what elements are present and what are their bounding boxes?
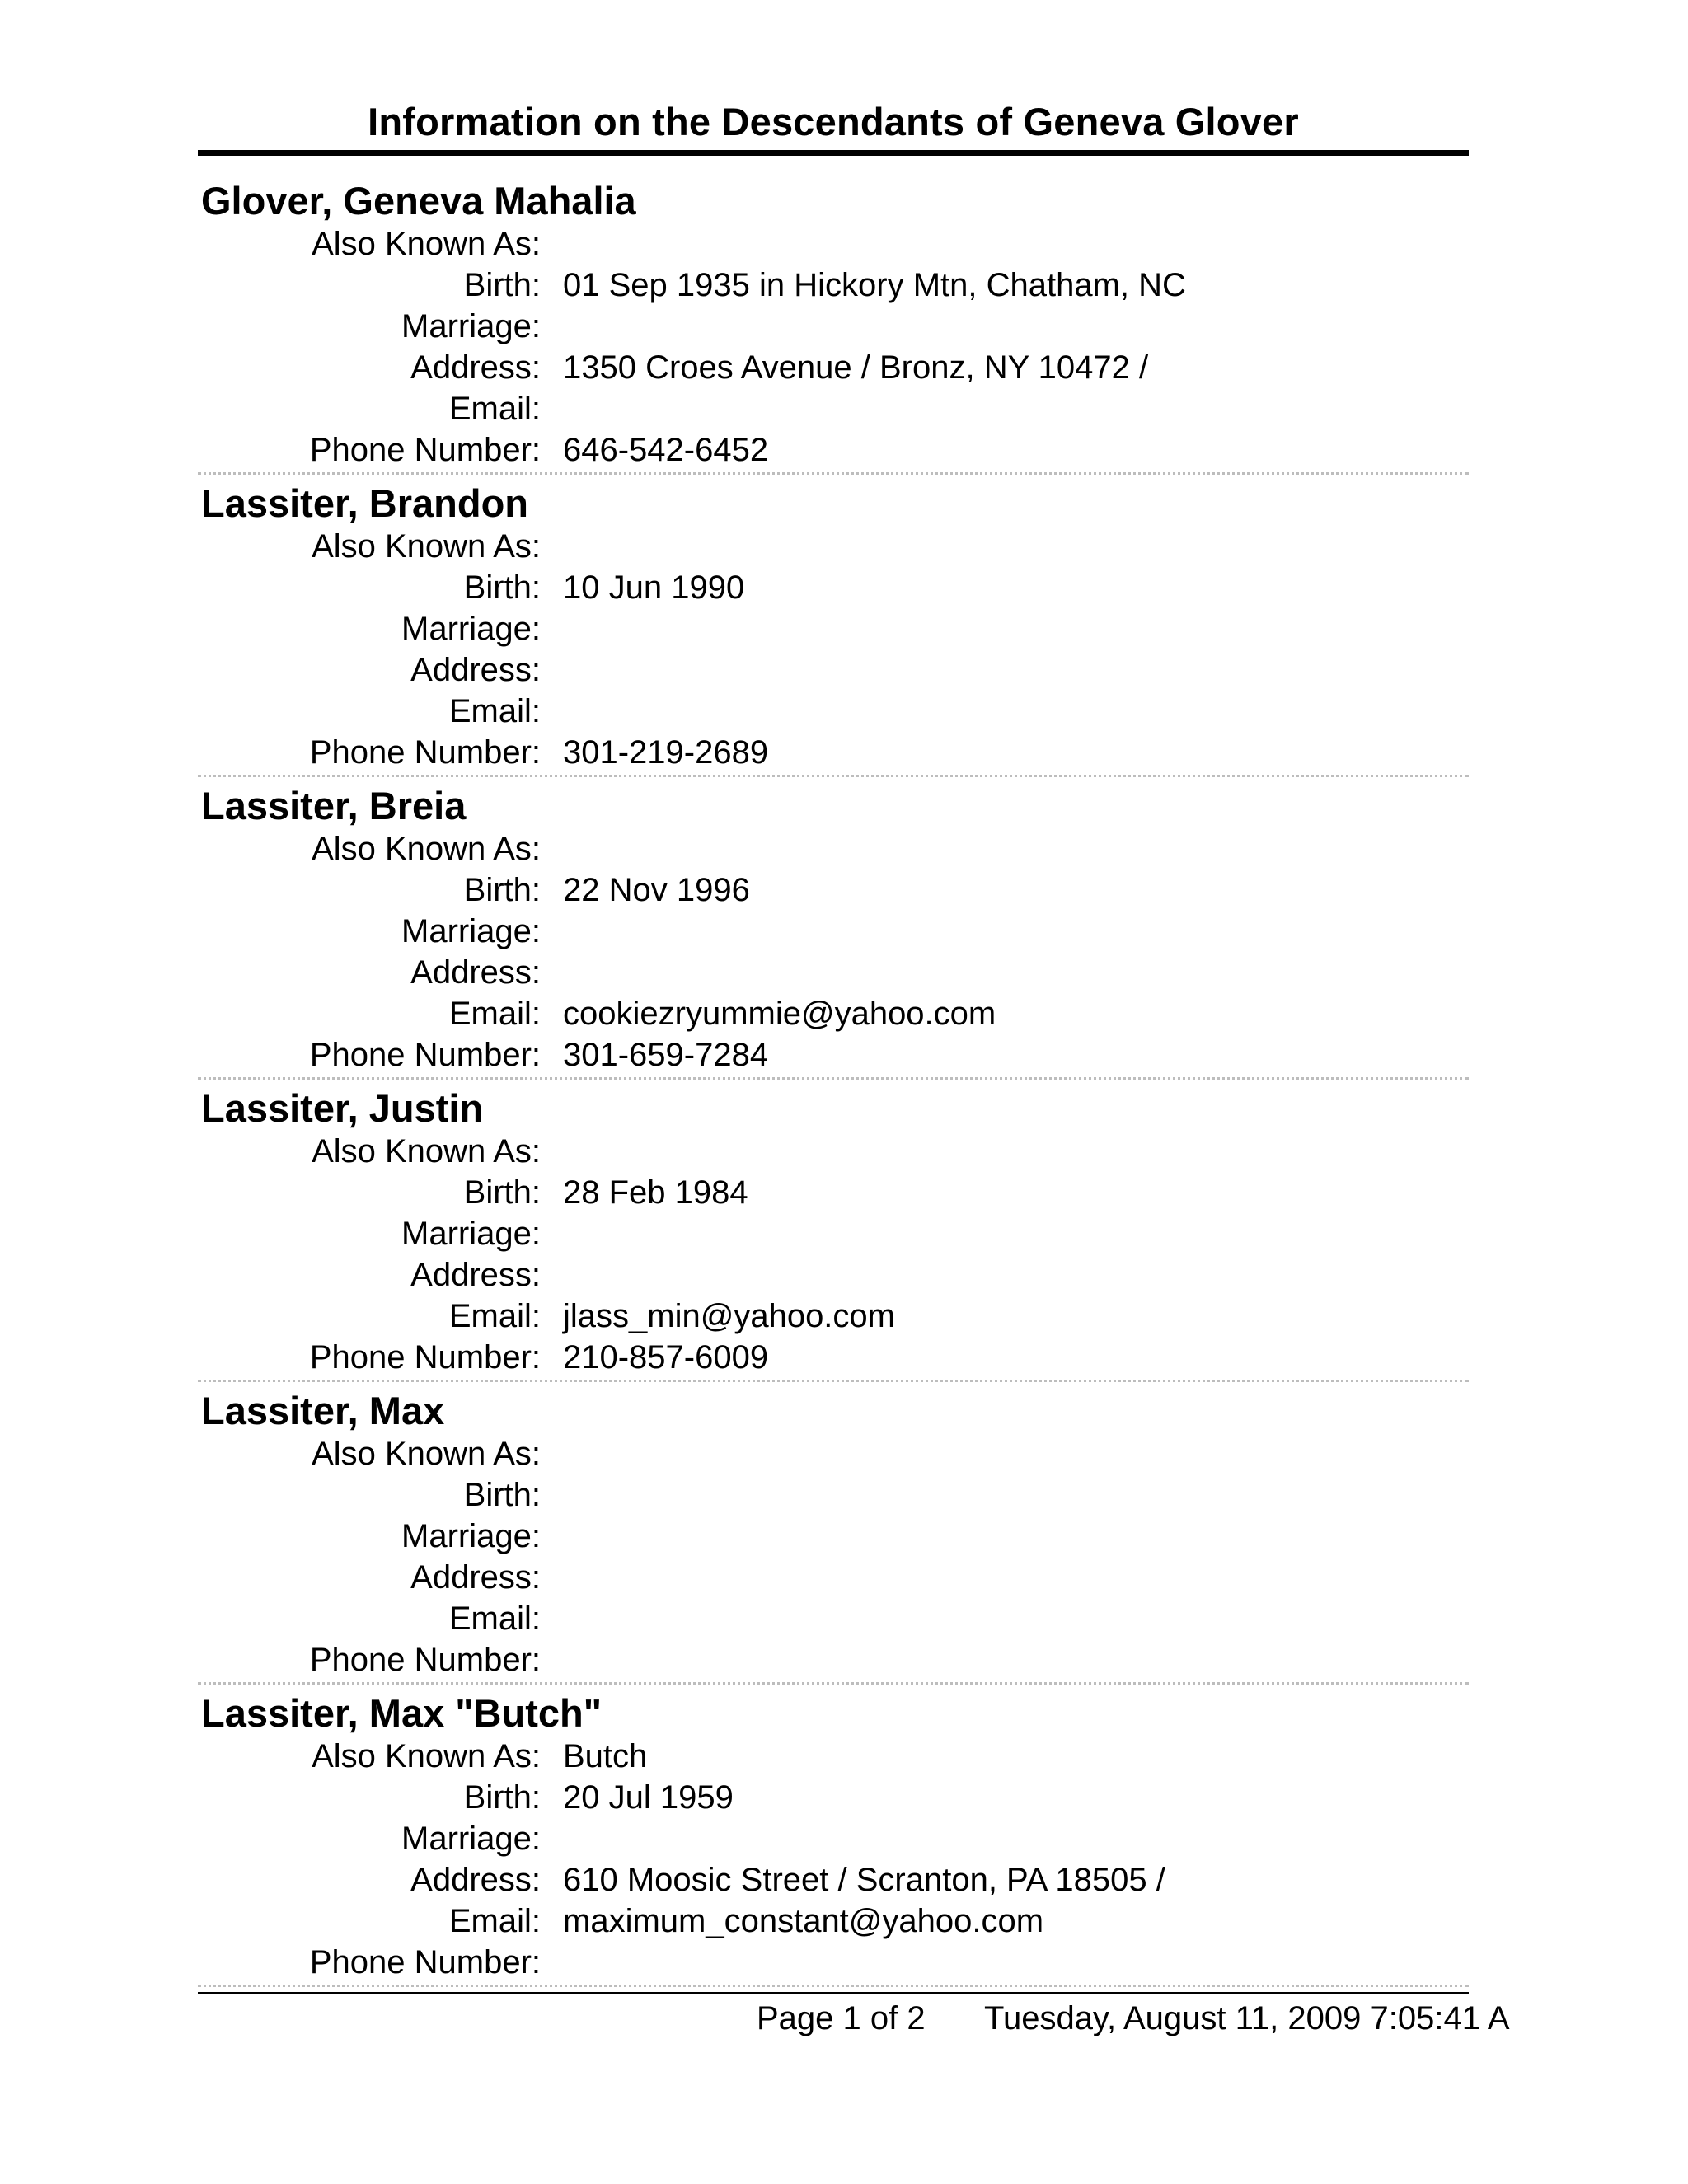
- person-name: Lassiter, Max: [201, 1389, 445, 1432]
- field-row-aka: [198, 1433, 1469, 1474]
- field-label: Phone Number:: [309, 432, 541, 468]
- person-record: [198, 781, 1469, 1080]
- field-row-email: [198, 1296, 1469, 1337]
- field-row-email: [198, 691, 1469, 732]
- field-row-birth: [198, 265, 1469, 306]
- field-value: Butch: [563, 1738, 648, 1774]
- field-label: Also Known As:: [312, 831, 541, 867]
- field-row-phone: [198, 1337, 1469, 1378]
- record-separator: [198, 1682, 1469, 1685]
- record-separator: [198, 1077, 1469, 1080]
- record-separator: [198, 472, 1469, 475]
- page-title: Information on the Descendants of Geneva Glover: [368, 100, 1299, 143]
- person-name: Lassiter, Justin: [201, 1086, 484, 1130]
- field-label: Birth:: [463, 1779, 541, 1816]
- field-row-phone: [198, 1942, 1469, 1983]
- field-label: Marriage:: [401, 1518, 541, 1554]
- field-row-address: [198, 1254, 1469, 1296]
- field-row-marriage: [198, 608, 1469, 649]
- field-row-phone: [198, 429, 1469, 471]
- field-label: Address:: [410, 1257, 541, 1293]
- field-label: Address:: [410, 349, 541, 386]
- person-record: [198, 1084, 1469, 1382]
- field-label: Phone Number:: [309, 734, 541, 771]
- field-label: Email:: [448, 1298, 541, 1334]
- field-value: 1350 Croes Avenue / Bronz, NY 10472 /: [563, 349, 1149, 386]
- field-row-aka: [198, 1736, 1469, 1777]
- field-label: Address:: [410, 1559, 541, 1596]
- person-record: [198, 1689, 1469, 1987]
- field-label: Also Known As:: [312, 1738, 541, 1774]
- field-value: 20 Jul 1959: [563, 1779, 734, 1816]
- field-label: Address:: [410, 954, 541, 991]
- title-rule: [198, 150, 1469, 156]
- field-value: 10 Jun 1990: [563, 569, 745, 606]
- field-label: Marriage:: [401, 913, 541, 949]
- person-name: Lassiter, Brandon: [201, 481, 528, 525]
- field-value: cookiezryummie@yahoo.com: [563, 996, 996, 1032]
- field-row-marriage: [198, 911, 1469, 952]
- record-separator: [198, 775, 1469, 777]
- field-label: Also Known As:: [312, 528, 541, 565]
- field-row-birth: [198, 869, 1469, 911]
- field-label: Address:: [410, 1862, 541, 1898]
- page-number: Page 1 of 2: [757, 2000, 926, 2036]
- field-label: Birth:: [463, 1174, 541, 1211]
- field-label: Birth:: [463, 872, 541, 908]
- field-row-birth: [198, 1474, 1469, 1516]
- field-row-aka: [198, 526, 1469, 567]
- field-row-email: [198, 1900, 1469, 1942]
- field-label: Email:: [448, 693, 541, 729]
- field-value: 22 Nov 1996: [563, 872, 750, 908]
- field-label: Marriage:: [401, 1821, 541, 1857]
- field-value: 01 Sep 1935 in Hickory Mtn, Chatham, NC: [563, 267, 1186, 303]
- field-row-email: [198, 1598, 1469, 1639]
- field-row-birth: [198, 1172, 1469, 1213]
- field-row-birth: [198, 567, 1469, 608]
- person-list: [198, 176, 1469, 1991]
- field-label: Birth:: [463, 569, 541, 606]
- field-value: jlass_min@yahoo.com: [563, 1298, 895, 1334]
- field-label: Also Known As:: [312, 226, 541, 262]
- record-separator: [198, 1985, 1469, 1987]
- field-row-aka: [198, 828, 1469, 869]
- field-label: Email:: [448, 1903, 541, 1939]
- field-value: maximum_constant@yahoo.com: [563, 1903, 1044, 1939]
- field-row-address: [198, 952, 1469, 993]
- field-row-aka: [198, 1131, 1469, 1172]
- field-label: Also Known As:: [312, 1436, 541, 1472]
- field-label: Phone Number:: [309, 1037, 541, 1073]
- field-row-phone: [198, 732, 1469, 773]
- field-row-marriage: [198, 306, 1469, 347]
- field-row-phone: [198, 1034, 1469, 1076]
- person-name: Lassiter, Max "Butch": [201, 1691, 602, 1735]
- field-row-address: [198, 347, 1469, 388]
- report-timestamp: Tuesday, August 11, 2009 7:05:41 A: [984, 2000, 1510, 2036]
- field-row-birth: [198, 1777, 1469, 1818]
- field-value: 210-857-6009: [563, 1339, 769, 1376]
- field-value: 28 Feb 1984: [563, 1174, 748, 1211]
- field-value: 301-659-7284: [563, 1037, 769, 1073]
- field-row-aka: [198, 223, 1469, 265]
- field-row-email: [198, 388, 1469, 429]
- field-label: Phone Number:: [309, 1339, 541, 1376]
- field-row-email: [198, 993, 1469, 1034]
- person-record: [198, 1386, 1469, 1685]
- field-label: Email:: [448, 391, 541, 427]
- footer-rule: [198, 1992, 1469, 1994]
- field-row-marriage: [198, 1516, 1469, 1557]
- field-label: Address:: [410, 652, 541, 688]
- field-row-marriage: [198, 1818, 1469, 1859]
- person-name: Lassiter, Breia: [201, 784, 467, 827]
- field-value: 301-219-2689: [563, 734, 769, 771]
- field-row-phone: [198, 1639, 1469, 1680]
- person-record: [198, 479, 1469, 777]
- field-label: Marriage:: [401, 308, 541, 344]
- field-label: Marriage:: [401, 1216, 541, 1252]
- field-label: Phone Number:: [309, 1944, 541, 1980]
- field-row-address: [198, 649, 1469, 691]
- field-label: Email:: [448, 996, 541, 1032]
- field-label: Birth:: [463, 267, 541, 303]
- field-label: Phone Number:: [309, 1642, 541, 1678]
- field-value: 646-542-6452: [563, 432, 769, 468]
- person-record: [198, 176, 1469, 475]
- field-label: Email:: [448, 1601, 541, 1637]
- field-label: Also Known As:: [312, 1133, 541, 1169]
- field-label: Birth:: [463, 1477, 541, 1513]
- field-label: Marriage:: [401, 611, 541, 647]
- record-separator: [198, 1380, 1469, 1382]
- field-value: 610 Moosic Street / Scranton, PA 18505 /: [563, 1862, 1165, 1898]
- field-row-marriage: [198, 1213, 1469, 1254]
- field-row-address: [198, 1557, 1469, 1598]
- field-row-address: [198, 1859, 1469, 1900]
- person-name: Glover, Geneva Mahalia: [201, 179, 636, 223]
